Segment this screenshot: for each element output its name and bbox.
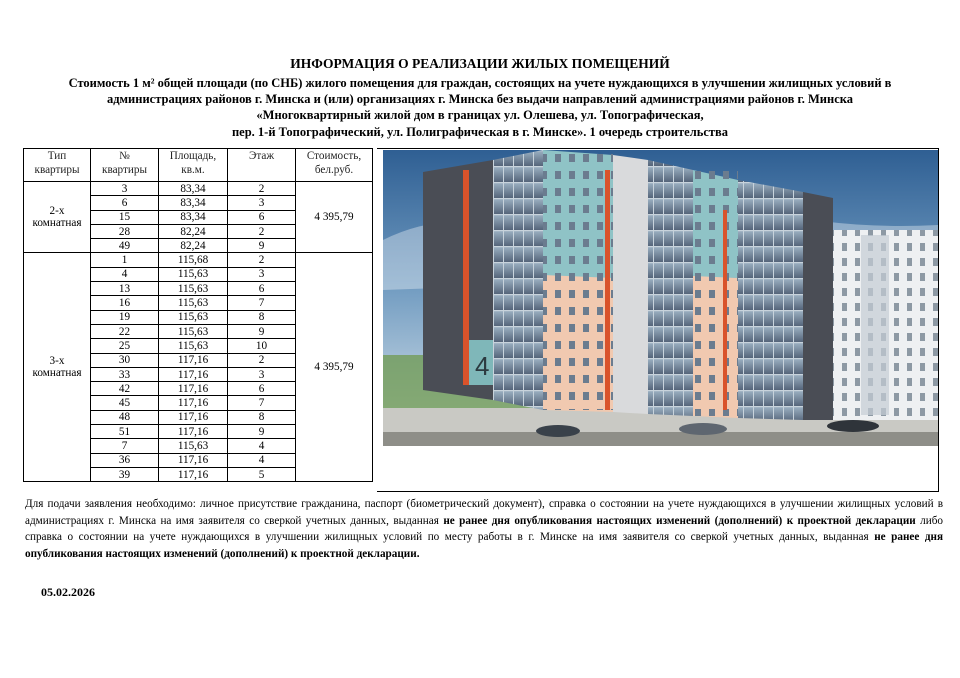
apartment-number-cell: 19	[91, 310, 159, 324]
cost-cell: 4 395,79	[296, 253, 373, 482]
apartment-number-cell: 3	[91, 182, 159, 196]
page-title: ИНФОРМАЦИЯ О РЕАЛИЗАЦИИ ЖИЛЫХ ПОМЕЩЕНИЙ	[290, 56, 670, 71]
apartment-type-cell: 2-х комнатная	[24, 182, 91, 253]
area-cell: 117,16	[159, 425, 228, 439]
column-header-type: Тип квартиры	[24, 149, 91, 182]
apartment-number-cell: 13	[91, 282, 159, 296]
area-cell: 115,63	[159, 296, 228, 310]
building-rendering	[383, 150, 938, 446]
apartment-number-cell: 45	[91, 396, 159, 410]
area-cell: 117,16	[159, 467, 228, 481]
apartment-number-cell: 25	[91, 339, 159, 353]
column-header-area: Площадь, кв.м.	[159, 149, 228, 182]
area-cell: 115,68	[159, 253, 228, 267]
apartment-number-cell: 7	[91, 439, 159, 453]
apartment-number-cell: 28	[91, 224, 159, 238]
area-cell: 117,16	[159, 353, 228, 367]
apartment-number-cell: 49	[91, 239, 159, 253]
cost-cell: 4 395,79	[296, 182, 373, 253]
project-line-1: «Многоквартирный жилой дом в границах ул. Олешева, ул. Топографическая,	[256, 108, 704, 122]
area-cell: 117,16	[159, 396, 228, 410]
apartment-number-cell: 48	[91, 410, 159, 424]
apartment-number-cell: 42	[91, 382, 159, 396]
floor-cell: 6	[228, 210, 296, 224]
area-cell: 115,63	[159, 324, 228, 338]
floor-cell: 3	[228, 196, 296, 210]
apartment-number-cell: 16	[91, 296, 159, 310]
subtitle-line-1: Стоимость 1 м² общей площади (по СНБ) жилого помещения для граждан, состоящих на учете нуждающихся в улучшении жилищных условий в	[68, 76, 892, 90]
area-cell: 115,63	[159, 310, 228, 324]
floor-cell: 9	[228, 425, 296, 439]
area-cell: 83,34	[159, 196, 228, 210]
floor-cell: 2	[228, 253, 296, 267]
table-row	[24, 182, 373, 196]
area-cell: 82,24	[159, 239, 228, 253]
area-cell: 83,34	[159, 182, 228, 196]
apartment-number-cell: 22	[91, 324, 159, 338]
column-header-floor: Этаж	[228, 149, 296, 182]
floor-cell: 8	[228, 410, 296, 424]
apartment-number-cell: 39	[91, 467, 159, 481]
area-cell: 115,63	[159, 339, 228, 353]
floor-cell: 8	[228, 310, 296, 324]
project-line-2: пер. 1-й Топографический, ул. Полиграфическая в г. Минске». 1 очередь строительства	[231, 125, 729, 139]
floor-cell: 7	[228, 396, 296, 410]
floor-cell: 3	[228, 367, 296, 381]
floor-cell: 2	[228, 182, 296, 196]
column-header-number: № квартиры	[91, 149, 159, 182]
area-cell: 117,16	[159, 410, 228, 424]
area-cell: 83,34	[159, 210, 228, 224]
column-header-cost: Стоимость, бел.руб.	[296, 149, 373, 182]
main-building	[423, 150, 833, 420]
floor-cell: 6	[228, 282, 296, 296]
floor-cell: 2	[228, 353, 296, 367]
apartment-number-cell: 36	[91, 453, 159, 467]
apartment-type-cell: 3-х комнатная	[24, 253, 91, 482]
area-cell: 115,63	[159, 282, 228, 296]
apartment-number-cell: 1	[91, 253, 159, 267]
floor-cell: 4	[228, 453, 296, 467]
apartment-number-cell: 51	[91, 425, 159, 439]
floor-cell: 9	[228, 324, 296, 338]
application-note: Для подачи заявления необходимо: личное присутствие гражданина, паспорт (биометрический документ), справка о состоянии на учете нуждающихся в улучшении жилищных условий в администрациях г. Минска на имя заявителя со сверкой учетных данных, выданная не ранее дня опубликования настоящих изменений (дополнений) к проектной декларации либо справка о состоянии на учете нуждающихся в улучшении жилищных условий по месту работы в г. Минске на имя заявителя со сверкой учетных данных, выданная не ранее дня опубликования настоящих изменений (дополнений) к проектной декларации.	[25, 498, 944, 560]
table-header-row	[24, 149, 373, 182]
apartment-number-cell: 30	[91, 353, 159, 367]
publication-date: 05.02.2026	[41, 585, 95, 599]
apartment-number-cell: 4	[91, 267, 159, 281]
floor-cell: 3	[228, 267, 296, 281]
floor-cell: 4	[228, 439, 296, 453]
table-row	[24, 253, 373, 267]
area-cell: 115,63	[159, 267, 228, 281]
apartments-table	[23, 148, 373, 482]
apartment-number-cell: 6	[91, 196, 159, 210]
floor-cell: 10	[228, 339, 296, 353]
white-building-right	[823, 230, 938, 420]
floor-cell: 5	[228, 467, 296, 481]
page-subtitle	[0, 75, 960, 107]
area-cell: 117,16	[159, 382, 228, 396]
area-cell: 117,16	[159, 453, 228, 467]
subtitle-line-2: администрациях районов г. Минска и (или) организациях г. Минска без выдачи направлений администрациями районов г. Минска	[106, 92, 854, 106]
floor-cell: 7	[228, 296, 296, 310]
building-sign: 4	[475, 351, 490, 381]
area-cell: 117,16	[159, 367, 228, 381]
floor-cell: 9	[228, 239, 296, 253]
area-cell: 115,63	[159, 439, 228, 453]
area-cell: 82,24	[159, 224, 228, 238]
floor-cell: 2	[228, 224, 296, 238]
floor-cell: 6	[228, 382, 296, 396]
apartment-number-cell: 15	[91, 210, 159, 224]
apartment-number-cell: 33	[91, 367, 159, 381]
